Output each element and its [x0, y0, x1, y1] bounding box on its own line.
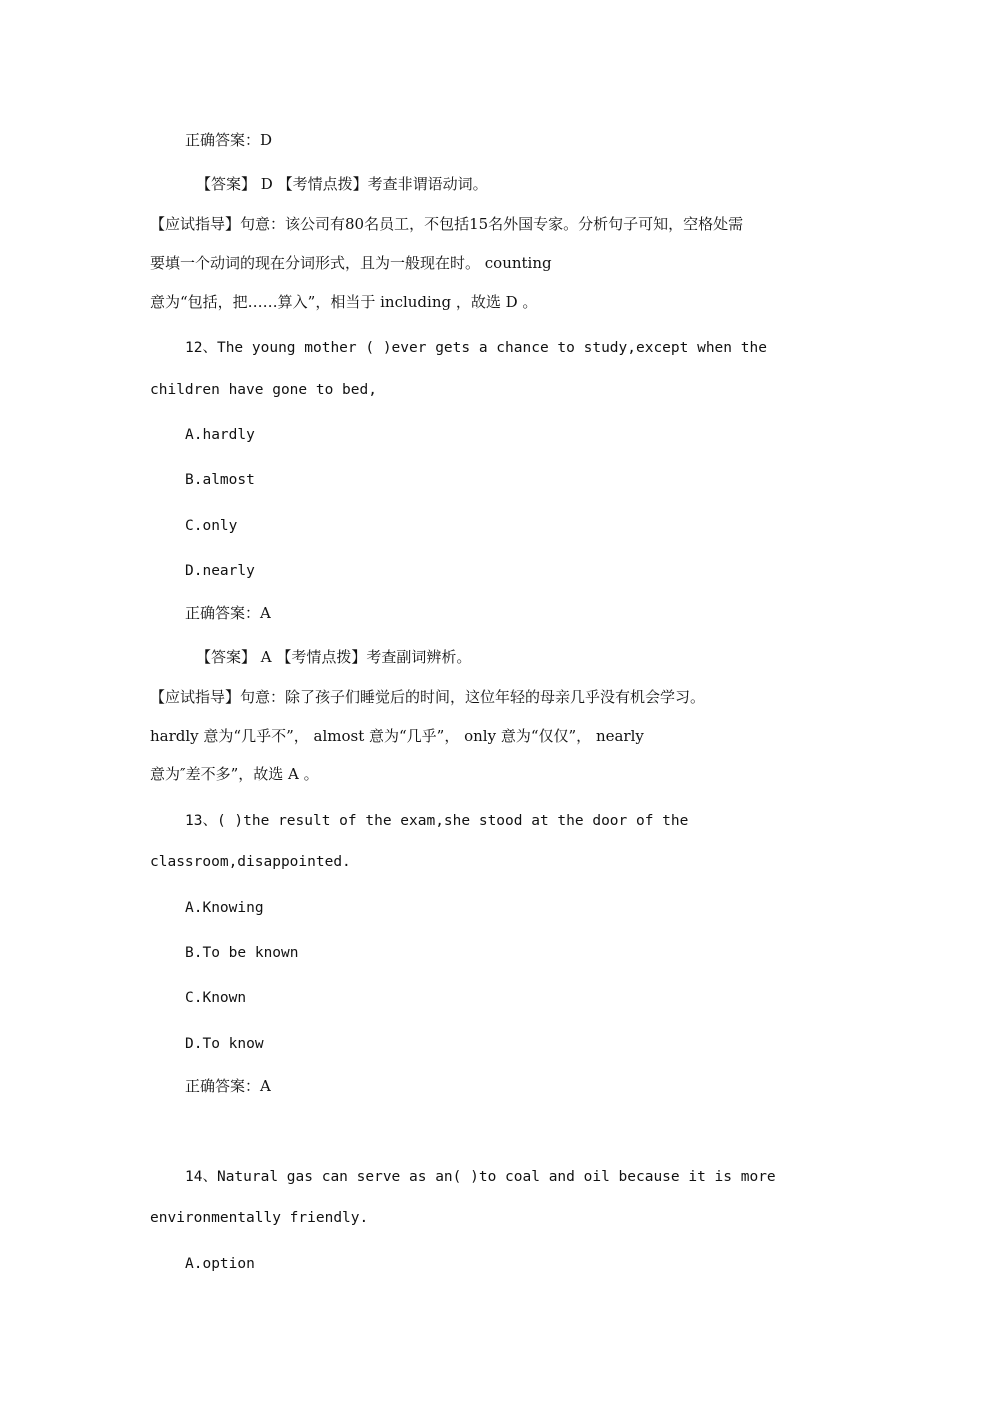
q13-option-b: B.To be known — [185, 945, 299, 961]
q11-correct-answer: 正确答案：D — [185, 131, 273, 149]
q13-stem-line-2: classroom,disappointed. — [150, 854, 351, 870]
q12-option-a: A.hardly — [185, 427, 255, 443]
q13-correct-answer: 正确答案：A — [185, 1077, 271, 1095]
q11-guide-line-3: 意为“包括，把……算入”，相当于 including ，故选 D 。 — [150, 293, 538, 311]
q14-option-a: A.option — [185, 1256, 255, 1272]
q12-answer-line: 【答案】 A 【考情点拨】考查副词辨析。 — [196, 648, 472, 666]
q13-option-a: A.Knowing — [185, 900, 264, 916]
q12-correct-answer: 正确答案：A — [185, 604, 271, 622]
q12-guide-line-3: 意为″差不多”，故选 A 。 — [150, 765, 319, 783]
q12-option-c: C.only — [185, 518, 238, 534]
q11-guide-line-1: 【应试指导】句意：该公司有80名员工，不包括15名外国专家。分析句子可知，空格处需 — [150, 215, 744, 233]
q13-option-c: C.Known — [185, 990, 247, 1006]
q11-answer-line: 【答案】 D 【考情点拨】考查非谓语动词。 — [196, 175, 488, 193]
q12-option-b: B.almost — [185, 472, 255, 488]
q14-stem-line-2: environmentally friendly. — [150, 1210, 369, 1226]
q11-guide-line-2: 要填一个动词的现在分词形式，且为一般现在时。 counting — [150, 254, 552, 272]
q12-option-d: D.nearly — [185, 563, 255, 579]
q12-stem-line-1: 12、The young mother ( )ever gets a chance to study,except when the — [185, 340, 767, 356]
q13-option-d: D.To know — [185, 1036, 264, 1052]
q12-stem-line-2: children have gone to bed, — [150, 382, 377, 398]
q12-guide-line-1: 【应试指导】句意：除了孩子们睡觉后的时间，这位年轻的母亲几乎没有机会学习。 — [150, 688, 706, 706]
q13-stem-line-1: 13、( )the result of the exam,she stood at the door of the — [185, 813, 689, 829]
q14-stem-line-1: 14、Natural gas can serve as an( )to coal and oil because it is more — [185, 1169, 776, 1185]
q12-guide-line-2: hardly 意为“几乎不”， almost 意为“几乎”， only 意为“仅仅”， nearly — [150, 727, 644, 745]
